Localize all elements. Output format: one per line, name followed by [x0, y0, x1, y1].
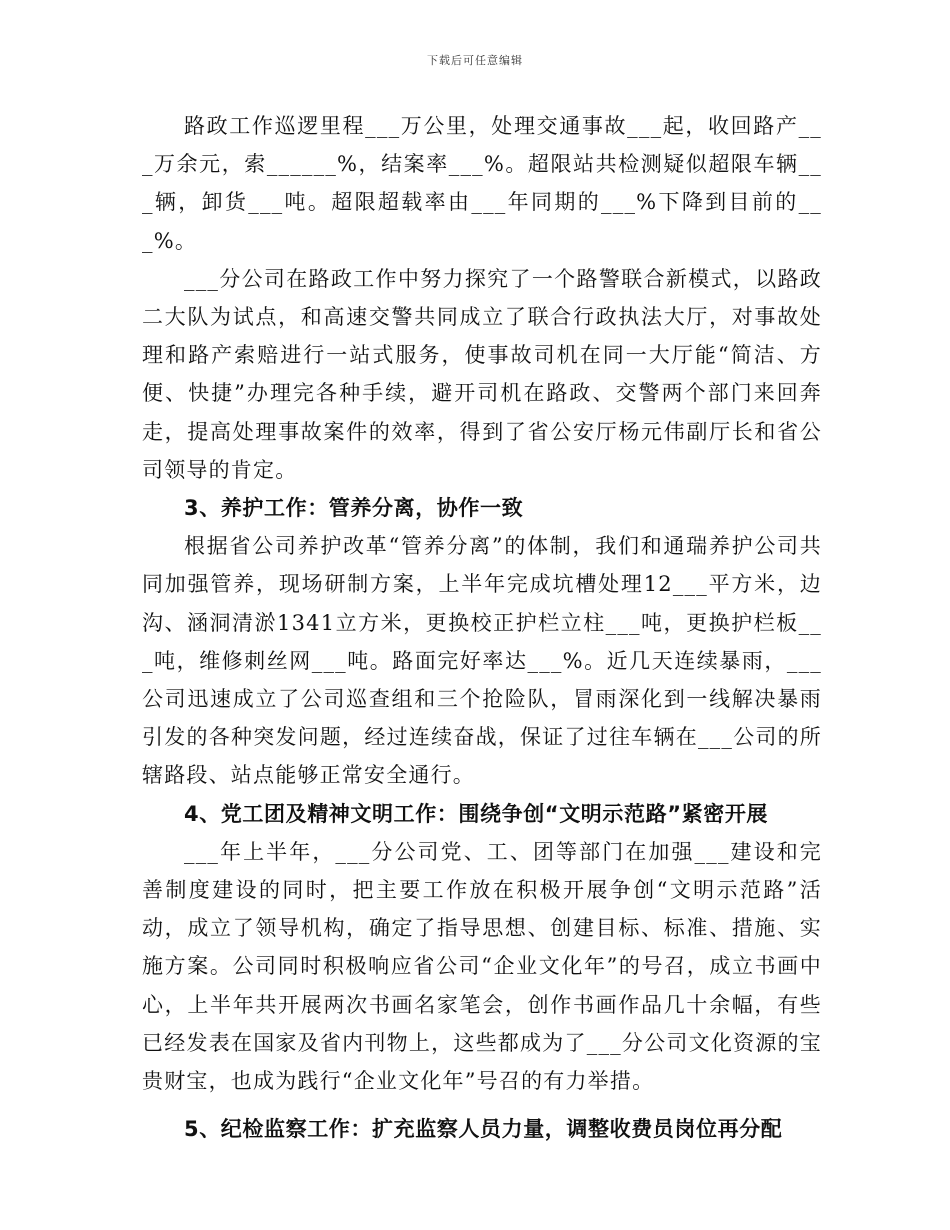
page-header: 下载后可任意编辑: [427, 54, 523, 67]
document-body: [142, 107, 822, 1148]
section-heading-maintenance: 3、养护工作：管养分离，协作一致: [184, 496, 524, 521]
paragraph-party-work: ___年上半年，___分公司党、工、团等部门在加强___建设和完善制度建设的同时，把主要工作放在积极开展争创“文明示范路”活动，成立了领导机构，确定了指导思想、创建目标、标准、措施、实施方案。公司同时积极响应省公司“企业文化年”的号召，成立书画中心，上半年共开展两次书画名家笔会，创作书画作品几十余幅，有些已经发表在国家及省内刊物上，这些都成为了___分公司文化资源的宝贵财宝，也成为践行“企业文化年”号召的有力举措。: [142, 839, 822, 1094]
section-heading-party-work: 4、党工团及精神文明工作：围绕争创“文明示范路”紧密开展: [184, 801, 769, 826]
section-heading-discipline: 5、纪检监察工作：扩充监察人员力量，调整收费员岗位再分配: [184, 1117, 783, 1142]
paragraph-maintenance: 根据省公司养护改革“管养分离”的体制，我们和通瑞养护公司共同加强管养，现场研制方案，上半年完成坑槽处理12___平方米，边沟、涵洞清淤1341立方米，更换校正护栏立柱___吨，更换护栏板___吨，维修刺丝网___吨。路面完好率达___%。近几天连续暴雨，___公司迅速成立了公司巡查组和三个抢险队，冒雨深化到一线解决暴雨引发的各种突发问题，经过连续奋战，保证了过往车辆在___公司的所辖路段、站点能够正常安全通行。: [142, 534, 822, 788]
paragraph-police-joint-mode: ___分公司在路政工作中努力探究了一个路警联合新模式，以路政二大队为试点，和高速交警共同成立了联合行政执法大厅，对事故处理和路产索赔进行一站式服务，使事故司机在同一大厅能“简洁、方便、快捷”办理完各种手续，避开司机在路政、交警两个部门来回奔走，提高处理事故案件的效率，得到了省公安厅杨元伟副厅长和省公司领导的肯定。: [142, 266, 822, 482]
paragraph-road-admin: 路政工作巡逻里程___万公里，处理交通事故___起，收回路产___万余元，索______%，结案率___%。超限站共检测疑似超限车辆___辆，卸货___吨。超限超载率由___年同期的___%下降到目前的___%。: [142, 114, 822, 253]
